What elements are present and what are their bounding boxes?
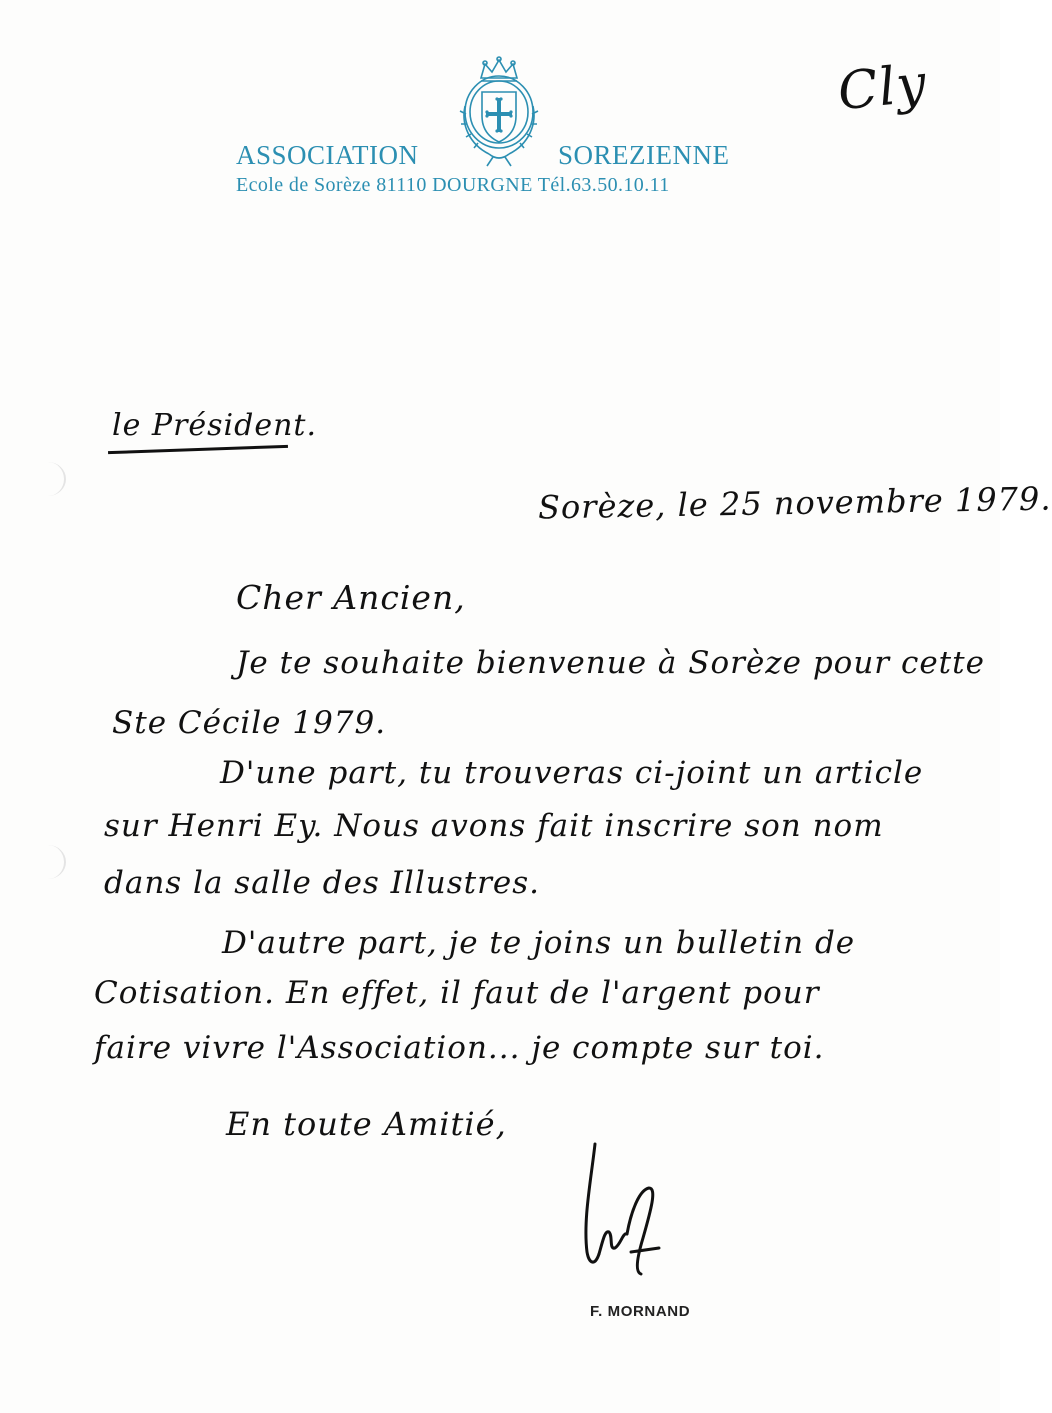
letter-closing: En toute Amitié, — [226, 1105, 507, 1143]
letterhead-address: Ecole de Sorèze 81110 DOURGNE Tél.63.50.10.11 — [236, 174, 670, 196]
punch-hole-mark — [30, 462, 66, 496]
letter-body-line: sur Henri Ey. Nous avons fait inscrire son nom — [104, 808, 884, 844]
letter-body-line: Ste Cécile 1979. — [112, 705, 387, 741]
occitan-cross-crest-icon — [451, 54, 547, 170]
letter-body-line: Je te souhaite bienvenue à Sorèze pour cette — [236, 645, 985, 681]
handwritten-signature — [565, 1140, 675, 1280]
letter-body-line: Cotisation. En effet, il faut de l'argent pour — [94, 975, 820, 1011]
association-name-right: SOREZIENNE — [558, 140, 730, 170]
association-name-left: ASSOCIATION — [236, 140, 419, 170]
corner-initials: Cly — [835, 53, 930, 123]
letter-body-line: D'autre part, je te joins un bulletin de — [222, 925, 856, 961]
punch-hole-mark — [30, 845, 66, 879]
letter-greeting: Cher Ancien, — [236, 578, 466, 617]
signature-typed-name: F. MORNAND — [590, 1303, 691, 1320]
letter-body-line: D'une part, tu trouveras ci-joint un article — [220, 755, 924, 791]
letter-body-line: faire vivre l'Association... je compte sur toi. — [94, 1030, 825, 1066]
letter-body-line: dans la salle des Illustres. — [104, 865, 541, 901]
sender-title: le Président. — [112, 408, 318, 443]
letter-dateline: Sorèze, le 25 novembre 1979. — [537, 479, 1052, 527]
sender-title-underline — [108, 445, 288, 454]
